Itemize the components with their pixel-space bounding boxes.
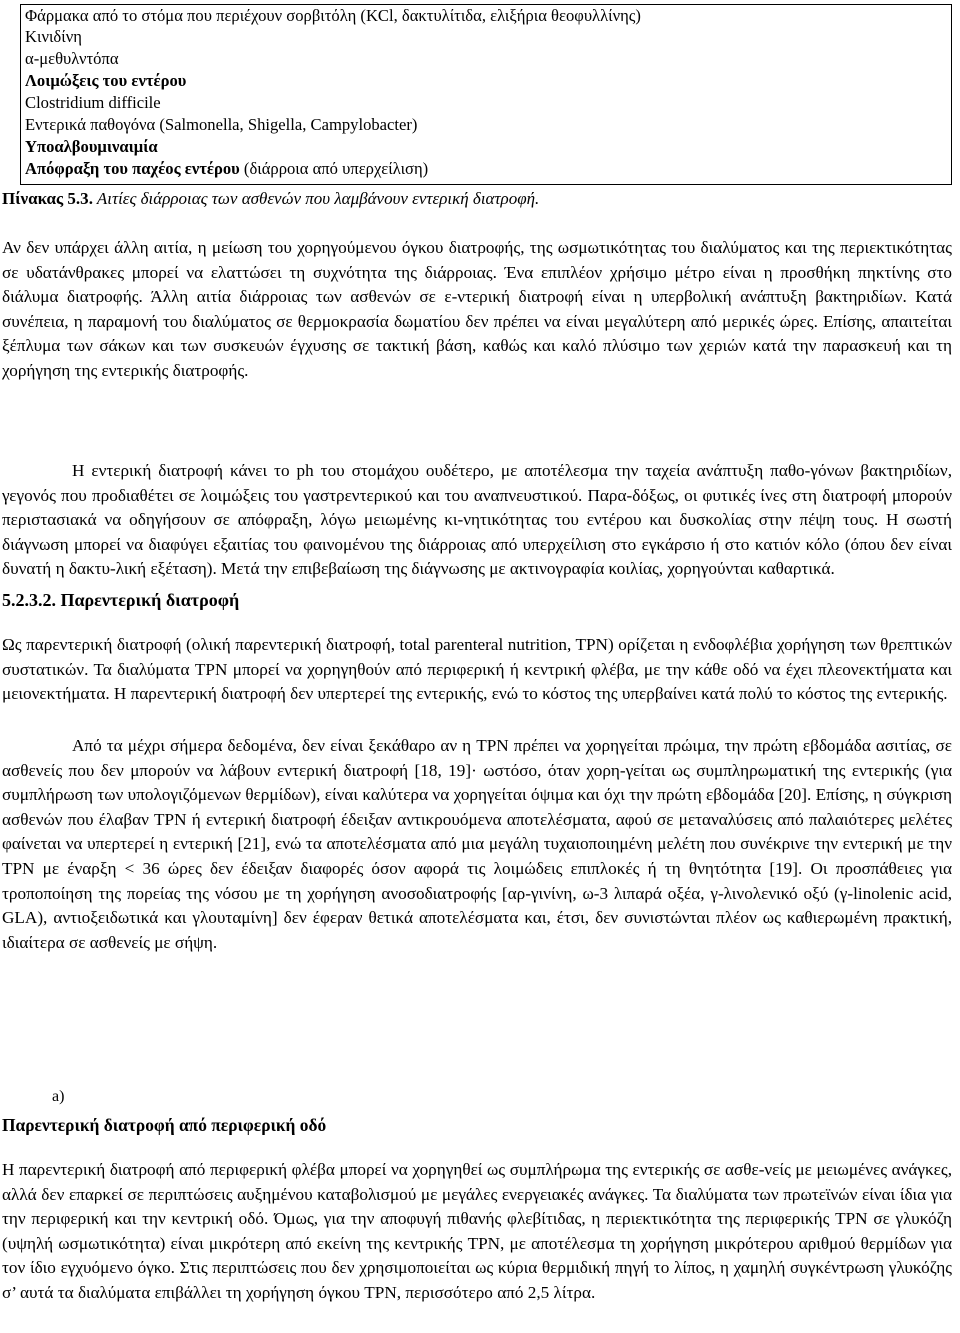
paragraph: Από τα μέχρι σήμερα δεδομένα, δεν είναι ξεκάθαρο αν η TPN πρέπει να χορηγείται πρώιμα, την πρώτη εβδομάδα ασιτίας, σε ασθενείς που δεν μπορούν να λάβουν εντερική διατροφή [18, 19]· ωστόσο, όταν χορη-γείται ως συμπληρωματική της εντερικής (για συμπλήρωση των υπολογιζόμενων θερμίδων), είναι καλύτερα να χορηγείται όψιμα και όχι την πρώτη εβδομάδα [20]. Επίσης, η σύγκριση ασθενών που έλαβαν TPN ή εντερική διατροφή έδειξαν αντικρουόμενα αποτελέσματα, αφού σε μεταναλύσεις από παλαιότερες μελέτες φαίνεται να υπερτερεί η εντερική [21], ενώ τα αποτελέσματα από μια μεγάλη τυχαιοποιημένη μελέτη που συνέκρινε την εντερική με την TPN με έναρξη < 36 ώρες δεν έδειξαν διαφορές όσον αφορά τις λοιμώδεις επιπλοκές ή τη θνητότητα [19]. Οι προσπάθειες για τροποποίηση της πορείας της νόσου με τη χορήγηση ανοσοδιατροφής [αρ-γινίνη, ω-3 λιπαρά οξέα, γ-λινολενικό οξύ (γ-linolenic acid, GLA), αντιοξειδωτικά και γλουταμίνη] δεν έφεραν θετικά αποτελέσματα και, έτσι, δεν συνιστώνται πλέον ως καθιερωμένη πρακτική, ιδιαίτερα σε ασθενείς με σήψη.	[2, 736, 952, 952]
caption-text: Αιτίες διάρροιας των ασθενών που λαμβάνουν εντερική διατροφή.	[92, 189, 540, 208]
caption-label: Πίνακας 5.3	[2, 189, 89, 208]
paragraph: Ως παρεντερική διατροφή (ολική παρεντερική διατροφή, total parenteral nutrition, TPN) ορίζεται η ενδοφλέβια χορήγηση των θρεπτικών συστατικών. Τα διαλύματα TPN μπορεί να χορηγηθούν από περιφερική ή κεντρική φλέβα, με την κάθε οδό να έχει πλεονεκτήματα και μειονεκτήματα. Η παρεντερική διατροφή δεν υπερτερεί της εντερικής, ενώ το κόστος της υπερβαίνει κατά πολύ το κόστος της εντερικής.	[2, 635, 952, 704]
table-row: Clostridium difficile	[25, 93, 161, 112]
table-row: Εντερικά παθογόνα (Salmonella, Shigella, Campylobacter)	[25, 115, 418, 134]
table-row-plain-part: (διάρροια από υπερχείλιση)	[239, 159, 429, 178]
subsection-heading: Παρεντερική διατροφή από περιφερική οδό	[2, 1115, 327, 1135]
table-row-heading: Υποαλβουμιναιμία	[25, 137, 158, 156]
table-caption	[2, 187, 539, 211]
table-row-bold-part: Απόφραξη του παχέος εντέρου	[25, 159, 240, 178]
section-heading: 5.2.3.2. Παρεντερική διατροφή	[2, 590, 240, 610]
paragraph: Η παρεντερική διατροφή από περιφερική φλέβα μπορεί να χορηγηθεί ως συμπλήρωμα της εντερικής σε ασθε-νείς με μειωμένες ανάγκες, αλλά δεν επαρκεί σε περιπτώσεις αυξημένου καταβολισμού με μεγάλες ενεργειακές ανάγκες. Τα διαλύματα των πρωτεϊνών είναι ίδια για την περιφερική και την κεντρική οδό. Όμως, για την αποφυγή πιθανής φλεβίτιδας, η περιεκτικότητα της περιφερικής TPN σε γλυκόζη (υψηλή ωσμωτικότητα) είναι μικρότερη από εκείνη της κεντρικής TPN, με αποτέλεσμα τη χορήγηση μικρότερου αριθμού θερμίδων για τον ίδιο εγχυόμενο όγκο. Στις περιπτώσεις που δεν χρησιμοποιείται ως κύρια θερμιδική πηγή το λίπος, η χαμηλή συγκέντρωση γλυκόζης σ’ αυτά τα διαλύματα επιβάλλει τη χορήγηση όγκου TPN, περισσότερο από 2,5 λίτρα.	[2, 1160, 952, 1302]
paragraph: Η εντερική διατροφή κάνει το ph του στομάχου ουδέτερο, με αποτέλεσμα την ταχεία ανάπτυξη παθο-γόνων βακτηριδίων, γεγονός που προδιαθέτει σε λοιμώξεις του γαστρεντερικού και του αναπνευστικού. Παρα-δόξως, οι φυτικές ίνες στη διατροφή μπορούν περιστασιακά να οδηγήσουν σε απόφραξη, λόγω μειωμένης κι-νητικότητας του εντέρου και δυσκολίας στην πέψη τους. Η σωστή διάγνωση μπορεί να διαφύγει εξαιτίας του φαινομένου της διάρροιας από υπερχείλιση στο εγκάρσιο ή στο κατιόν κόλο (όπου δεν είναι δυνατή η δακτυ-λική εξέταση). Μετά την επιβεβαίωση της διάγνωσης με ακτινογραφία κοιλίας, χορηγούνται καθαρτικά.	[2, 461, 952, 579]
list-label: a)	[52, 1088, 65, 1105]
table-row-heading: Λοιμώξεις του εντέρου	[25, 71, 187, 90]
table-row: Φάρμακα από το στόμα που περιέχουν σορβιτόλη (KCl, δακτυλίτιδα, ελιξήρια θεοφυλλίνης)	[25, 6, 641, 25]
table-row	[25, 158, 428, 180]
table-row: Κινιδίνη	[25, 27, 82, 46]
caption-separator: .	[88, 189, 93, 208]
table-row: α-μεθυλντόπα	[25, 49, 119, 68]
paragraph: Αν δεν υπάρχει άλλη αιτία, η μείωση του χορηγούμενου όγκου διατροφής, της ωσμωτικότητας του διαλύματος και της περιεκτικότητας σε υδατάνθρακες μπορεί να ελαττώσει τη συχνότητα της διάρροιας. Ένα επιπλέον χρήσιμο μέτρο είναι η προσθήκη πηκτίνης στο διάλυμα διατροφής. Άλλη αιτία διάρροιας των ασθενών σε ε-ντερική διατροφή είναι η υπερβολική ανάπτυξη βακτηριδίων. Κατά συνέπεια, η παραμονή του διαλύματος σε θερμοκρασία δωματίου δεν πρέπει να είναι μεγαλύτερη από μερικές ώρες. Επίσης, απαιτείται ξέπλυμα των σάκων και των συσκευών έγχυσης σε τακτική βάση, καθώς και καλό πλύσιμο των χεριών κατά την παρασκευή και τη χορήγηση της εντερικής διατροφής.	[2, 238, 952, 380]
causes-table	[20, 4, 952, 185]
